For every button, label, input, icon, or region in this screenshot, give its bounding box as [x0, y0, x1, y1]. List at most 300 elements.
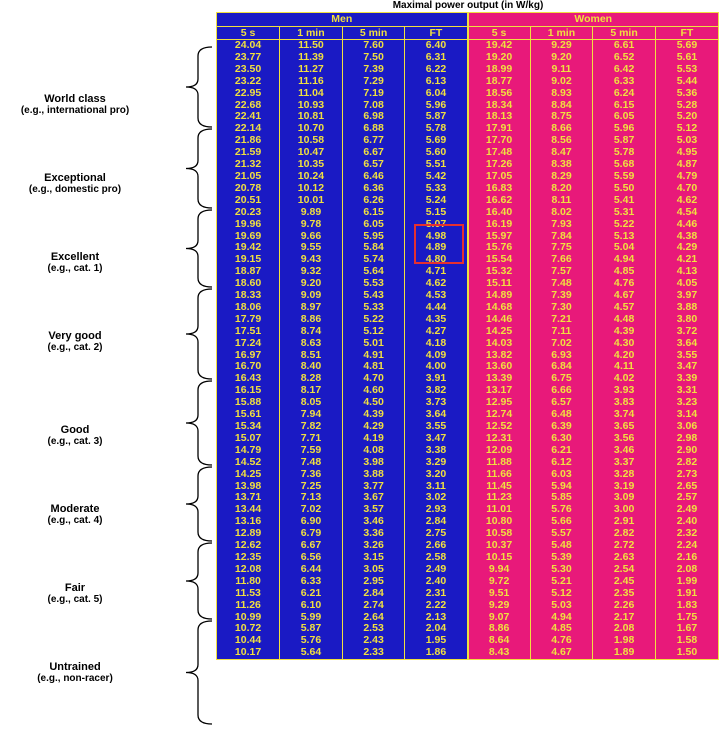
brace-icon [178, 209, 218, 288]
table-row [217, 600, 718, 612]
table-cell: 1.50 [655, 647, 718, 659]
table-cell: 16.97 [217, 350, 280, 362]
table-cell: 12.95 [468, 397, 531, 409]
table-cell: 5.22 [593, 219, 656, 231]
table-cell: 2.57 [655, 492, 718, 504]
table-cell: 4.18 [405, 338, 468, 350]
table-cell: 5.76 [530, 504, 593, 516]
table-cell: 6.67 [280, 540, 343, 552]
table-cell: 21.32 [217, 159, 280, 171]
table-cell: 5.39 [530, 552, 593, 564]
table-row [217, 231, 718, 243]
table-cell: 14.52 [217, 457, 280, 469]
table-cell: 2.26 [593, 600, 656, 612]
table-cell: 17.91 [468, 123, 531, 135]
table-cell: 5.33 [342, 302, 405, 314]
men-col-header: 1 min [280, 27, 343, 40]
table-cell: 21.05 [217, 171, 280, 183]
table-cell: 15.61 [217, 409, 280, 421]
table-cell: 13.17 [468, 385, 531, 397]
table-cell: 18.06 [217, 302, 280, 314]
table-cell: 23.77 [217, 52, 280, 64]
table-cell: 5.78 [405, 123, 468, 135]
table-cell: 6.61 [593, 40, 656, 52]
table-cell: 11.45 [468, 481, 531, 493]
table-cell: 9.07 [468, 612, 531, 624]
table-cell: 15.11 [468, 278, 531, 290]
table-cell: 6.31 [405, 52, 468, 64]
table-cell: 6.33 [280, 576, 343, 588]
table-cell: 18.99 [468, 64, 531, 76]
table-cell: 2.40 [655, 516, 718, 528]
table-cell: 3.93 [593, 385, 656, 397]
table-cell: 5.31 [593, 207, 656, 219]
table-cell: 10.99 [217, 612, 280, 624]
table-cell: 17.24 [217, 338, 280, 350]
table-cell: 11.88 [468, 457, 531, 469]
table-cell: 7.84 [530, 231, 593, 243]
table-row [217, 111, 718, 123]
category-example: (e.g., international pro) [20, 105, 130, 116]
table-cell: 3.67 [342, 492, 405, 504]
table-cell: 3.39 [655, 373, 718, 385]
table-cell: 2.84 [405, 516, 468, 528]
table-cell: 6.42 [593, 64, 656, 76]
brace-icon [178, 128, 218, 209]
table-cell: 2.72 [593, 540, 656, 552]
table-cell: 6.56 [280, 552, 343, 564]
category-example: (e.g., cat. 2) [47, 342, 103, 353]
table-cell: 17.48 [468, 147, 531, 159]
table-cell: 4.29 [655, 242, 718, 254]
table-cell: 6.52 [593, 52, 656, 64]
table-cell: 18.34 [468, 100, 531, 112]
table-cell: 6.30 [530, 433, 593, 445]
table-cell: 6.79 [280, 528, 343, 540]
table-cell: 4.76 [530, 635, 593, 647]
table-cell: 4.46 [655, 219, 718, 231]
table-cell: 3.55 [405, 421, 468, 433]
table-row [217, 647, 718, 659]
table-cell: 9.89 [280, 207, 343, 219]
table-cell: 6.75 [530, 373, 593, 385]
table-cell: 11.50 [280, 40, 343, 52]
table-cell: 5.33 [405, 183, 468, 195]
table-cell: 4.39 [342, 409, 405, 421]
table-cell: 9.94 [468, 564, 531, 576]
table-cell: 6.15 [593, 100, 656, 112]
table-cell: 6.98 [342, 111, 405, 123]
table-row [217, 623, 718, 635]
table-cell: 3.98 [342, 457, 405, 469]
table-cell: 7.93 [530, 219, 593, 231]
table-cell: 7.39 [342, 64, 405, 76]
table-cell: 4.94 [530, 612, 593, 624]
table-cell: 6.90 [280, 516, 343, 528]
table-row [217, 64, 718, 76]
table-cell: 6.12 [530, 457, 593, 469]
table-cell: 12.35 [217, 552, 280, 564]
table-row [217, 195, 718, 207]
table-cell: 2.35 [593, 588, 656, 600]
category-name: Excellent [50, 251, 100, 263]
table-row [217, 159, 718, 171]
table-row [217, 528, 718, 540]
table-cell: 6.44 [280, 564, 343, 576]
table-cell: 8.51 [280, 350, 343, 362]
table-cell: 7.39 [530, 290, 593, 302]
table-cell: 7.48 [530, 278, 593, 290]
table-cell: 6.48 [530, 409, 593, 421]
table-cell: 12.08 [217, 564, 280, 576]
table-cell: 3.14 [655, 409, 718, 421]
table-cell: 2.49 [655, 504, 718, 516]
table-row [217, 564, 718, 576]
table-cell: 6.22 [405, 64, 468, 76]
table-row [217, 76, 718, 88]
table-cell: 4.39 [593, 326, 656, 338]
table-cell: 7.71 [280, 433, 343, 445]
table-cell: 6.05 [342, 219, 405, 231]
table-row [217, 242, 718, 254]
table-row [217, 135, 718, 147]
table-row [217, 457, 718, 469]
table-cell: 11.16 [280, 76, 343, 88]
brace-icon [178, 620, 218, 725]
table-row [217, 219, 718, 231]
table-cell: 6.57 [342, 159, 405, 171]
table-cell: 8.63 [280, 338, 343, 350]
table-cell: 5.48 [530, 540, 593, 552]
table-cell: 3.11 [405, 481, 468, 493]
table-cell: 22.95 [217, 88, 280, 100]
table-cell: 5.96 [405, 100, 468, 112]
table-cell: 10.15 [468, 552, 531, 564]
table-cell: 2.08 [593, 623, 656, 635]
table-cell: 5.96 [593, 123, 656, 135]
table-cell: 1.95 [405, 635, 468, 647]
table-cell: 5.87 [280, 623, 343, 635]
table-cell: 5.78 [593, 147, 656, 159]
table-cell: 10.58 [468, 528, 531, 540]
table-cell: 1.67 [655, 623, 718, 635]
table-cell: 5.87 [405, 111, 468, 123]
table-cell: 7.25 [280, 481, 343, 493]
table-cell: 12.31 [468, 433, 531, 445]
table-cell: 7.30 [530, 302, 593, 314]
table-cell: 13.98 [217, 481, 280, 493]
table-cell: 8.05 [280, 397, 343, 409]
table-cell: 4.57 [593, 302, 656, 314]
table-cell: 16.19 [468, 219, 531, 231]
category-label [0, 251, 150, 275]
table-cell: 6.24 [593, 88, 656, 100]
table-cell: 5.85 [530, 492, 593, 504]
table-cell: 10.70 [280, 123, 343, 135]
table-cell: 1.83 [655, 600, 718, 612]
table-cell: 2.40 [405, 576, 468, 588]
table-cell: 2.22 [405, 600, 468, 612]
category-label [0, 503, 150, 527]
table-cell: 1.86 [405, 647, 468, 659]
table-cell: 3.91 [405, 373, 468, 385]
table-cell: 3.15 [342, 552, 405, 564]
table-cell: 10.47 [280, 147, 343, 159]
table-cell: 5.22 [342, 314, 405, 326]
table-cell: 4.48 [593, 314, 656, 326]
table-cell: 4.67 [530, 647, 593, 659]
table-cell: 4.70 [655, 183, 718, 195]
table-cell: 18.13 [468, 111, 531, 123]
table-cell: 10.01 [280, 195, 343, 207]
brace-icon [178, 288, 218, 380]
table-cell: 11.26 [217, 600, 280, 612]
table-cell: 5.50 [593, 183, 656, 195]
table-cell: 10.44 [217, 635, 280, 647]
table-cell: 8.02 [530, 207, 593, 219]
table-cell: 9.51 [468, 588, 531, 600]
table-row [217, 576, 718, 588]
table-cell: 3.06 [655, 421, 718, 433]
table-cell: 4.53 [405, 290, 468, 302]
table-cell: 2.04 [405, 623, 468, 635]
table-cell: 7.02 [530, 338, 593, 350]
table-cell: 19.96 [217, 219, 280, 231]
table-cell: 10.24 [280, 171, 343, 183]
table-cell: 5.57 [530, 528, 593, 540]
table-cell: 2.32 [655, 528, 718, 540]
table-cell: 17.79 [217, 314, 280, 326]
table-cell: 6.15 [342, 207, 405, 219]
table-cell: 8.38 [530, 159, 593, 171]
category-example: (e.g., cat. 5) [47, 594, 103, 605]
table-cell: 5.24 [405, 195, 468, 207]
table-cell: 4.85 [593, 266, 656, 278]
table-cell: 3.74 [593, 409, 656, 421]
table-cell: 2.64 [342, 612, 405, 624]
table-cell: 3.80 [655, 314, 718, 326]
table-row [217, 588, 718, 600]
table-cell: 4.21 [655, 254, 718, 266]
table-cell: 1.75 [655, 612, 718, 624]
table-cell: 3.00 [593, 504, 656, 516]
table-cell: 19.42 [217, 242, 280, 254]
table-cell: 4.94 [593, 254, 656, 266]
table-row [217, 385, 718, 397]
table-cell: 5.03 [530, 600, 593, 612]
table-cell: 2.73 [655, 469, 718, 481]
table-cell: 10.17 [217, 647, 280, 659]
table-cell: 5.12 [655, 123, 718, 135]
table-cell: 2.31 [405, 588, 468, 600]
women-col-header: FT [655, 27, 718, 40]
table-cell: 4.00 [405, 361, 468, 373]
women-col-header: 5 s [468, 27, 531, 40]
table-cell: 18.77 [468, 76, 531, 88]
table-cell: 5.21 [530, 576, 593, 588]
table-cell: 12.89 [217, 528, 280, 540]
table-cell: 1.58 [655, 635, 718, 647]
table-cell: 9.55 [280, 242, 343, 254]
table-cell: 7.19 [342, 88, 405, 100]
table-cell: 6.39 [530, 421, 593, 433]
table-cell: 2.65 [655, 481, 718, 493]
table-cell: 4.62 [405, 278, 468, 290]
table-cell: 17.26 [468, 159, 531, 171]
table-cell: 5.44 [655, 76, 718, 88]
table-cell: 7.66 [530, 254, 593, 266]
table-cell: 6.33 [593, 76, 656, 88]
table-cell: 13.82 [468, 350, 531, 362]
table-row [217, 278, 718, 290]
table-cell: 10.72 [217, 623, 280, 635]
table-cell: 4.62 [655, 195, 718, 207]
men-group-header: Men [217, 13, 468, 27]
table-row [217, 314, 718, 326]
category-name: Fair [64, 582, 86, 594]
table-cell: 9.43 [280, 254, 343, 266]
table-cell: 3.83 [593, 397, 656, 409]
table-cell: 5.64 [342, 266, 405, 278]
table-cell: 2.49 [405, 564, 468, 576]
table-cell: 21.86 [217, 135, 280, 147]
category-label [0, 172, 150, 196]
table-cell: 2.82 [655, 457, 718, 469]
table-cell: 11.80 [217, 576, 280, 588]
table-cell: 8.40 [280, 361, 343, 373]
table-cell: 4.89 [405, 242, 468, 254]
table-cell: 9.66 [280, 231, 343, 243]
table-cell: 3.46 [593, 445, 656, 457]
table-cell: 5.69 [405, 135, 468, 147]
brace-icon [178, 542, 218, 620]
table-cell: 2.53 [342, 623, 405, 635]
table-cell: 7.60 [342, 40, 405, 52]
table-cell: 22.14 [217, 123, 280, 135]
table-cell: 2.66 [405, 540, 468, 552]
table-cell: 4.05 [655, 278, 718, 290]
table-cell: 19.69 [217, 231, 280, 243]
table-cell: 6.40 [405, 40, 468, 52]
table-cell: 5.20 [655, 111, 718, 123]
table-row [217, 123, 718, 135]
women-group-header: Women [468, 13, 719, 27]
table-cell: 3.28 [593, 469, 656, 481]
table-cell: 5.13 [593, 231, 656, 243]
table-cell: 8.56 [530, 135, 593, 147]
brace-icon [178, 380, 218, 466]
table-row [217, 481, 718, 493]
table-cell: 8.97 [280, 302, 343, 314]
table-cell: 7.21 [530, 314, 593, 326]
table-cell: 17.70 [468, 135, 531, 147]
table-cell: 5.36 [655, 88, 718, 100]
table-cell: 15.97 [468, 231, 531, 243]
table-cell: 2.90 [655, 445, 718, 457]
table-cell: 12.09 [468, 445, 531, 457]
table-cell: 17.51 [217, 326, 280, 338]
table-cell: 2.95 [342, 576, 405, 588]
table-cell: 3.56 [593, 433, 656, 445]
table-cell: 5.60 [405, 147, 468, 159]
women-col-header: 5 min [593, 27, 656, 40]
table-cell: 8.28 [280, 373, 343, 385]
brace-icon [178, 46, 218, 128]
category-label [0, 661, 150, 685]
table-cell: 7.08 [342, 100, 405, 112]
table-row [217, 254, 718, 266]
table-row [217, 171, 718, 183]
table-cell: 4.76 [593, 278, 656, 290]
table-cell: 9.11 [530, 64, 593, 76]
table-cell: 6.46 [342, 171, 405, 183]
table-cell: 5.07 [405, 219, 468, 231]
table-row [217, 147, 718, 159]
table-cell: 9.09 [280, 290, 343, 302]
table-cell: 5.12 [530, 588, 593, 600]
category-name: Exceptional [44, 172, 106, 184]
table-cell: 10.81 [280, 111, 343, 123]
table-cell: 4.95 [655, 147, 718, 159]
table-cell: 4.29 [342, 421, 405, 433]
table-row [217, 100, 718, 112]
table-cell: 4.35 [405, 314, 468, 326]
men-col-header: 5 s [217, 27, 280, 40]
table-cell: 5.59 [593, 171, 656, 183]
table-cell: 2.84 [342, 588, 405, 600]
table-cell: 11.01 [468, 504, 531, 516]
table-cell: 5.41 [593, 195, 656, 207]
table-cell: 4.87 [655, 159, 718, 171]
table-cell: 6.13 [405, 76, 468, 88]
column-header-row [217, 27, 718, 40]
table-cell: 4.13 [655, 266, 718, 278]
table-body [217, 40, 718, 660]
women-col-header: 1 min [530, 27, 593, 40]
table-cell: 14.25 [217, 469, 280, 481]
table-cell: 9.72 [468, 576, 531, 588]
table-cell: 5.94 [530, 481, 593, 493]
table-cell: 3.23 [655, 397, 718, 409]
table-cell: 6.26 [342, 195, 405, 207]
table-cell: 7.13 [280, 492, 343, 504]
table-cell: 8.20 [530, 183, 593, 195]
table-row [217, 516, 718, 528]
category-name: World class [44, 93, 106, 105]
table-row [217, 540, 718, 552]
table-cell: 4.30 [593, 338, 656, 350]
table-row [217, 361, 718, 373]
table-cell: 15.76 [468, 242, 531, 254]
table-cell: 3.88 [342, 469, 405, 481]
table-cell: 12.62 [217, 540, 280, 552]
category-label [0, 93, 150, 117]
table-cell: 5.42 [405, 171, 468, 183]
category-example: (e.g., cat. 4) [47, 515, 103, 526]
watermark-text: 知乎 @奔跑的风子 [526, 698, 672, 718]
table-cell: 7.82 [280, 421, 343, 433]
table-cell: 16.40 [468, 207, 531, 219]
table-cell: 11.39 [280, 52, 343, 64]
table-cell: 14.68 [468, 302, 531, 314]
table-cell: 19.20 [468, 52, 531, 64]
table-cell: 23.50 [217, 64, 280, 76]
table-cell: 8.86 [468, 623, 531, 635]
table-cell: 2.58 [405, 552, 468, 564]
table-row [217, 469, 718, 481]
table-cell: 19.15 [217, 254, 280, 266]
table-cell: 24.04 [217, 40, 280, 52]
